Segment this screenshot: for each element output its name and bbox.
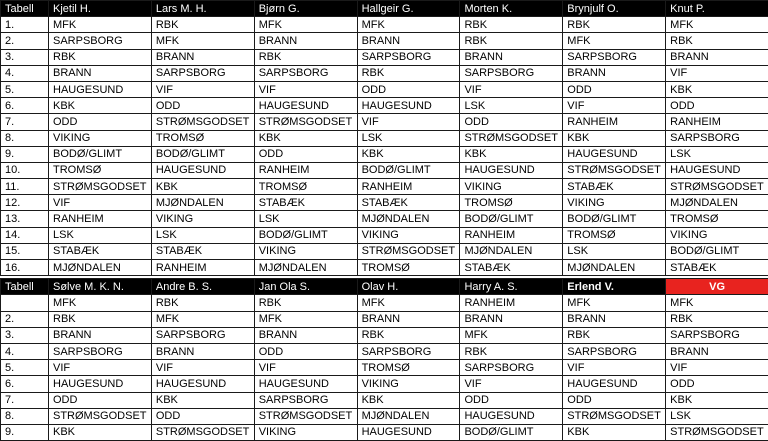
team-cell: STRØMSGODSET [49,179,152,195]
team-cell: TROMSØ [151,130,254,146]
team-cell: KBK [254,130,357,146]
team-cell: HAUGESUND [254,98,357,114]
team-cell: TROMSØ [49,162,152,178]
team-cell: VIKING [357,376,460,392]
team-cell: HAUGESUND [357,98,460,114]
team-cell: RBK [151,17,254,33]
team-cell: RBK [254,49,357,65]
team-cell: MFK [666,17,768,33]
table-row [1,81,768,97]
team-cell: BODØ/GLIMT [357,162,460,178]
table-row [1,392,768,408]
table-row [1,179,768,195]
team-cell: BRANN [666,343,768,359]
column-header-predictor: Jan Ola S. [254,279,357,295]
column-header-predictor: Harry A. S. [460,279,563,295]
team-cell: VIF [254,81,357,97]
team-cell: HAUGESUND [460,162,563,178]
team-cell: BODØ/GLIMT [460,211,563,227]
team-cell: MFK [563,33,666,49]
team-cell: VIF [460,376,563,392]
team-cell: MFK [151,311,254,327]
team-cell: KBK [563,424,666,440]
team-cell: VIF [666,360,768,376]
team-cell: RBK [563,17,666,33]
team-cell: SARPSBORG [563,49,666,65]
team-cell: VIF [151,81,254,97]
team-cell: VIKING [666,227,768,243]
team-cell: MJØNDALEN [151,195,254,211]
rank-cell: 4. [1,65,49,81]
team-cell: LSK [151,227,254,243]
table-row [1,146,768,162]
team-cell: LSK [563,243,666,259]
team-cell: KBK [151,179,254,195]
team-cell: STABÆK [666,260,768,276]
team-cell: STABÆK [254,195,357,211]
column-header-predictor: Sølve M. K. N. [49,279,152,295]
team-cell: RBK [666,33,768,49]
rank-cell: 8. [1,130,49,146]
column-header-predictor: Lars M. H. [151,1,254,17]
team-cell: BODØ/GLIMT [460,424,563,440]
team-cell: MJØNDALEN [357,211,460,227]
team-cell: RANHEIM [460,227,563,243]
team-cell: SARPSBORG [49,33,152,49]
team-cell: BODØ/GLIMT [151,146,254,162]
team-cell: RANHEIM [151,260,254,276]
table-row [1,49,768,65]
team-cell: HAUGESUND [563,146,666,162]
team-cell: RBK [357,65,460,81]
team-cell: VIKING [254,243,357,259]
column-header-predictor: Kjetil H. [49,1,152,17]
table-row [1,408,768,424]
team-cell: BRANN [460,49,563,65]
team-cell: STRØMSGODSET [563,408,666,424]
table-row [1,260,768,276]
team-cell: RANHEIM [357,179,460,195]
team-cell: BRANN [357,311,460,327]
table-row [1,227,768,243]
team-cell: BODØ/GLIMT [563,211,666,227]
table-row [1,130,768,146]
team-cell: STRØMSGODSET [49,408,152,424]
team-cell: VIF [49,360,152,376]
rank-cell: 9. [1,146,49,162]
table-row [1,243,768,259]
team-cell: BRANN [460,311,563,327]
rank-cell: 6. [1,98,49,114]
team-cell: ODD [666,376,768,392]
team-cell: TROMSØ [563,227,666,243]
team-cell: HAUGESUND [460,408,563,424]
team-cell: MFK [460,327,563,343]
team-cell: BODØ/GLIMT [666,243,768,259]
team-cell: SARPSBORG [460,65,563,81]
team-cell: RBK [357,327,460,343]
team-cell: KBK [563,130,666,146]
team-cell: SARPSBORG [357,49,460,65]
rank-cell: 5. [1,81,49,97]
team-cell: VIKING [563,195,666,211]
team-cell: SARPSBORG [357,343,460,359]
team-cell: BODØ/GLIMT [254,227,357,243]
team-cell: STRØMSGODSET [666,424,768,440]
rank-cell: 2. [1,33,49,49]
rank-cell: 3. [1,49,49,65]
rank-cell: 6. [1,376,49,392]
table-row [1,360,768,376]
team-cell: RBK [254,295,357,311]
team-cell: STABÆK [460,260,563,276]
team-cell: MJØNDALEN [666,195,768,211]
rank-cell: 7. [1,392,49,408]
table-row [1,343,768,359]
team-cell: ODD [151,98,254,114]
rank-cell: 2. [1,311,49,327]
team-cell: SARPSBORG [49,343,152,359]
team-cell: MJØNDALEN [460,243,563,259]
team-cell: BODØ/GLIMT [49,146,152,162]
team-cell: KBK [49,424,152,440]
column-header-predictor: Brynjulf O. [563,1,666,17]
team-cell: ODD [666,98,768,114]
team-cell: LSK [357,130,460,146]
team-cell: STRØMSGODSET [254,408,357,424]
column-header-predictor: Morten K. [460,1,563,17]
team-cell: ODD [254,146,357,162]
team-cell: BRANN [254,327,357,343]
team-cell: ODD [460,392,563,408]
team-cell: MFK [357,17,460,33]
team-cell: STRØMSGODSET [254,114,357,130]
team-cell: RBK [49,311,152,327]
column-header-tabell: Tabell [1,279,49,295]
column-header-predictor: Knut P. [666,1,768,17]
team-cell: RBK [151,295,254,311]
table-row [1,114,768,130]
team-cell: VIF [563,360,666,376]
team-cell: HAUGESUND [357,424,460,440]
team-cell: BRANN [563,65,666,81]
team-cell: VIF [357,114,460,130]
team-cell: TROMSØ [460,195,563,211]
team-cell: ODD [460,114,563,130]
team-cell: BRANN [49,65,152,81]
team-cell: SARPSBORG [563,343,666,359]
team-cell: RANHEIM [460,295,563,311]
team-cell: STABÆK [49,243,152,259]
team-cell: VIKING [151,211,254,227]
team-cell: HAUGESUND [563,376,666,392]
team-cell: LSK [49,227,152,243]
team-cell: VIKING [357,227,460,243]
team-cell: HAUGESUND [49,376,152,392]
team-cell: TROMSØ [666,211,768,227]
team-cell: SARPSBORG [666,327,768,343]
team-cell: HAUGESUND [151,162,254,178]
team-cell: BRANN [49,327,152,343]
rank-cell: 14. [1,227,49,243]
team-cell: TROMSØ [357,360,460,376]
team-cell: KBK [49,98,152,114]
team-cell: VIKING [460,179,563,195]
team-cell: STRØMSGODSET [563,162,666,178]
team-cell: TROMSØ [254,179,357,195]
team-cell: SARPSBORG [254,392,357,408]
team-cell: RANHEIM [49,211,152,227]
team-cell: STRØMSGODSET [151,424,254,440]
team-cell: SARPSBORG [666,130,768,146]
team-cell: KBK [460,146,563,162]
team-cell: MFK [254,17,357,33]
team-cell: MFK [563,295,666,311]
rank-cell: 3. [1,327,49,343]
team-cell: MFK [357,295,460,311]
team-cell: VIKING [49,130,152,146]
rank-cell: 10. [1,162,49,178]
team-cell: BRANN [151,343,254,359]
team-cell: RBK [666,311,768,327]
team-cell: RBK [460,33,563,49]
team-cell: SARPSBORG [151,65,254,81]
team-cell: SARPSBORG [460,360,563,376]
rank-cell: 13. [1,211,49,227]
team-cell: RBK [49,49,152,65]
team-cell: MJØNDALEN [563,260,666,276]
team-cell: BRANN [666,49,768,65]
rank-cell: 11. [1,179,49,195]
team-cell: BRANN [563,311,666,327]
table-row [1,17,768,33]
team-cell: SARPSBORG [254,65,357,81]
team-cell: MFK [49,17,152,33]
table-row [1,98,768,114]
column-header-tabell: Tabell [1,1,49,17]
team-cell: MJØNDALEN [254,260,357,276]
team-cell: STRØMSGODSET [460,130,563,146]
rank-cell: 12. [1,195,49,211]
team-cell: KBK [151,392,254,408]
table-row [1,424,768,440]
predictions-table-2 [0,278,768,441]
team-cell: KBK [357,146,460,162]
header-row [1,1,768,17]
rank-cell: 9. [1,424,49,440]
team-cell: RBK [563,327,666,343]
rank-cell: 16. [1,260,49,276]
team-cell: MFK [666,295,768,311]
team-cell: STRØMSGODSET [151,114,254,130]
rank-cell: 4. [1,343,49,359]
team-cell: LSK [254,211,357,227]
team-cell: BRANN [151,49,254,65]
team-cell: MJØNDALEN [357,408,460,424]
team-cell: STRØMSGODSET [357,243,460,259]
column-header-predictor: Andre B. S. [151,279,254,295]
rank-cell: 7. [1,114,49,130]
team-cell: RANHEIM [563,114,666,130]
team-cell: VIF [460,81,563,97]
team-cell: VIF [151,360,254,376]
team-cell: VIF [563,98,666,114]
table-row [1,33,768,49]
team-cell: VIF [49,195,152,211]
team-cell: STRØMSGODSET [666,179,768,195]
table-row [1,376,768,392]
team-cell: ODD [254,343,357,359]
team-cell: HAUGESUND [254,376,357,392]
team-cell: ODD [151,408,254,424]
rank-cell: 8. [1,408,49,424]
team-cell: ODD [357,81,460,97]
team-cell: TROMSØ [357,260,460,276]
column-header-predictor: Olav H. [357,279,460,295]
team-cell: RANHEIM [254,162,357,178]
team-cell: RBK [460,343,563,359]
table-row [1,295,768,311]
column-header-predictor: Bjørn G. [254,1,357,17]
team-cell: LSK [666,408,768,424]
team-cell: SARPSBORG [151,327,254,343]
team-cell: ODD [49,392,152,408]
team-cell: VIF [666,65,768,81]
team-cell: MFK [151,33,254,49]
team-cell: VIKING [254,424,357,440]
team-cell: ODD [49,114,152,130]
team-cell: ODD [563,81,666,97]
team-cell: LSK [460,98,563,114]
team-cell: STABÆK [151,243,254,259]
column-header-predictor: Hallgeir G. [357,1,460,17]
team-cell: HAUGESUND [49,81,152,97]
team-cell: BRANN [357,33,460,49]
column-header-predictor: Erlend V. [563,279,666,295]
team-cell: LSK [666,146,768,162]
team-cell: KBK [666,392,768,408]
team-cell: KBK [666,81,768,97]
team-cell: STABÆK [357,195,460,211]
team-cell: STABÆK [563,179,666,195]
rank-cell: 1. [1,17,49,33]
table-row [1,327,768,343]
table-row [1,211,768,227]
team-cell: MFK [49,295,152,311]
team-cell: HAUGESUND [666,162,768,178]
team-cell: MFK [254,311,357,327]
team-cell: BRANN [254,33,357,49]
table-row [1,162,768,178]
table-row [1,195,768,211]
team-cell: ODD [563,392,666,408]
team-cell: KBK [357,392,460,408]
column-header-vg: VG [666,279,768,295]
rank-cell: 5. [1,360,49,376]
header-row [1,279,768,295]
team-cell: RBK [460,17,563,33]
rank-cell [1,295,49,311]
team-cell: HAUGESUND [151,376,254,392]
rank-cell: 15. [1,243,49,259]
table-row [1,65,768,81]
table-row [1,311,768,327]
team-cell: MJØNDALEN [49,260,152,276]
team-cell: RANHEIM [666,114,768,130]
team-cell: VIF [254,360,357,376]
